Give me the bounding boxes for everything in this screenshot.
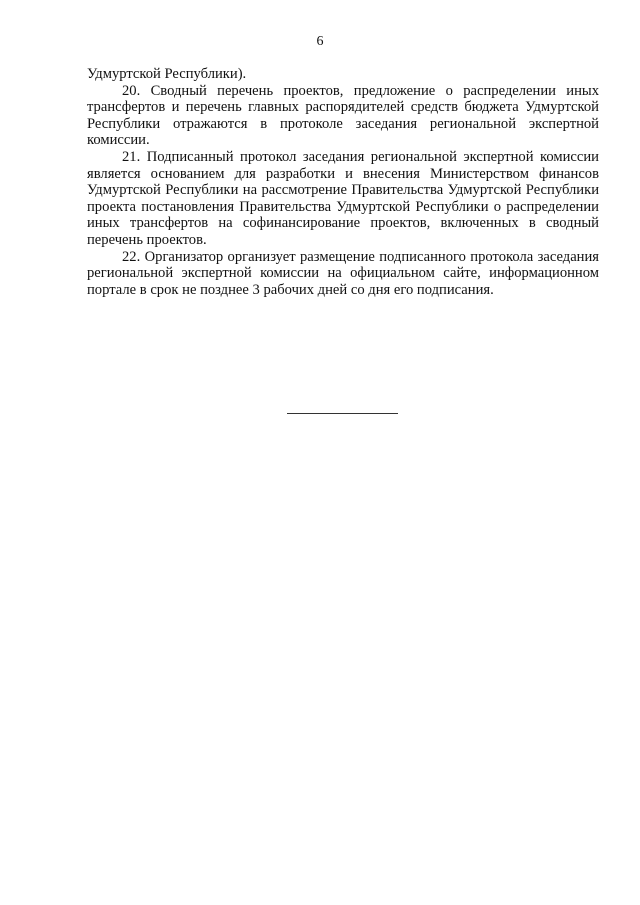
paragraph-continuation: Удмуртской Республики). — [87, 66, 247, 82]
page-number: 6 — [316, 34, 324, 49]
paragraph-21: 21. Подписанный протокол заседания региональной экспертной комиссии является основанием для разработки и внесения Министерством финансов Удмуртской Республики на рассмотрение Правительства Удмуртской Республики проекта постановления Правительства Удмуртской Республики о распределении иных трансфертов на софинансирование проектов, включенных в сводный перечень проектов. — [87, 148, 599, 248]
document-body — [87, 66, 599, 298]
paragraph-22: 22. Организатор организует размещение подписанного протокола заседания региональной экспертной комиссии на официальном сайте, информационном портале в срок не позднее 3 рабочих дней со дня его подписания. — [87, 248, 599, 298]
end-of-document-rule — [287, 413, 398, 414]
paragraph-20: 20. Сводный перечень проектов, предложение о распределении иных трансфертов и перечень главных распорядителей средств бюджета Удмуртской Республики отражаются в протоколе заседания региональной экспертной комиссии. — [87, 82, 599, 149]
